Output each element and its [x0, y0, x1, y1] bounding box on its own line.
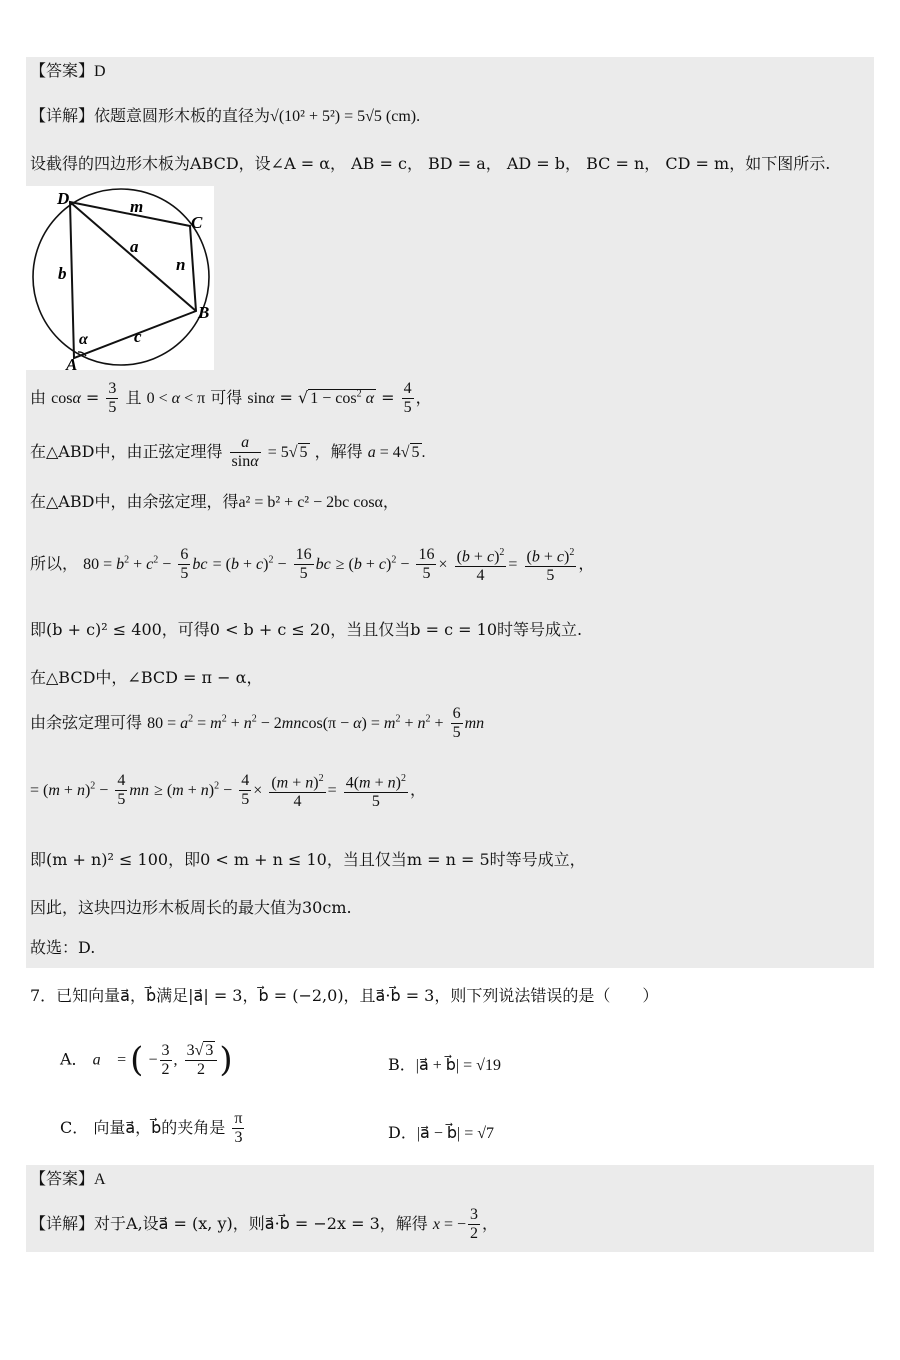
detail-line-11: 即(m + n)² ≤ 100，即0 < m + n ≤ 10，当且仅当m = n = 5时等号成立， — [30, 850, 586, 869]
detail-line-5: 在△ABD中，由余弦定理，得a² = b² + c² − 2bc cosα， — [30, 492, 399, 511]
question-7-stem: 7．已知向量a⃗，b⃗满足|a⃗| = 3，b⃗ = (−2,0)，且a⃗·b⃗ = 3，则下列说法错误的是（ ） — [30, 986, 659, 1005]
answer-line-2: 【答案】A — [30, 1169, 106, 1188]
detail-line-7: 即(b + c)² ≤ 400，可得0 < b + c ≤ 20，当且仅当b = c = 10时等号成立. — [30, 620, 583, 639]
label-c: c — [134, 327, 142, 346]
detail-line-1: 【详解】依题意圆形木板的直径为√(10² + 5²) = 5√5 (cm). — [30, 106, 421, 125]
detail-line-10: = $(m + n)^2$ − $\frac{4}{5}$ mn ≥ $(m + n)^2$ − $\frac{4}{5}$ × $\frac{(m + n)^2}{4}$ = $\frac{4(m + n)^2}{5}$ ， — [30, 770, 426, 811]
option-b: B．|a⃗ + b⃗| = √19 — [388, 1055, 501, 1074]
label-A: A — [66, 355, 78, 370]
label-alpha: α — [79, 331, 88, 348]
label-n: n — [176, 255, 186, 274]
label-a: a — [130, 237, 139, 256]
detail-line-8: 在△BCD中，∠BCD = π − α， — [30, 668, 263, 687]
detail-line-12: 因此，这块四边形木板周长的最大值为30cm. — [30, 898, 352, 917]
diameter-formula: √(10² + 5²) = 5√5 (cm). — [270, 108, 421, 125]
detail-line-2: 设截得的四边形木板为ABCD，设∠A = α， AB = c， BD = a， AD = b， BC = n， CD = m，如下图所示. — [30, 154, 831, 173]
label-D: D — [57, 189, 70, 208]
detail-line-4: 在△ABD中，由正弦定理得 $\frac{a}{\sin\alpha}$ = 5√ 5 ，解得 a = 4√ 5 . — [30, 434, 426, 470]
detail-line-2-1: 【详解】对于A,设a⃗ = (x, y)，则a⃗·b⃗ = −2x = 3，解得 x = − $\frac{3}{2}$ ， — [30, 1206, 499, 1242]
option-c: C． 向量a⃗，b⃗的夹角是 $\frac{\pi}{3}$ — [60, 1110, 243, 1146]
option-d: D．|a⃗ − b⃗| = √7 — [388, 1123, 495, 1142]
label-b: b — [58, 264, 67, 283]
label-C: C — [191, 213, 203, 232]
detail-line-6: 所以， $80 = b^2 + c^2$ − $\frac{6}{5}$ bc = $(b + c)^2$ − $\frac{16}{5}$ bc ≥ $(b + c)^2$ − $\frac{16}{5}$ × $\frac{(b + c)^2}{4}$ = $\frac{(b + c)^2}{5}$ ， — [30, 544, 594, 585]
quadrilateral-figure — [26, 186, 214, 370]
detail-line-9: 由余弦定理可得 $80 = a^2 = m^2 + n^2 - 2mncos(\pi - \alpha) = m^2 + n^2$ + $\frac{6}{5}$ mn — [30, 705, 485, 741]
option-a: A． a⃗ = ( − $\frac{3}{2}$ , $\frac{3√ 3}{2}$ ) — [60, 1040, 233, 1080]
detail-line-13: 故选：D. — [30, 938, 96, 957]
label-m: m — [130, 197, 144, 216]
answer-line: 【答案】D — [30, 61, 106, 80]
detail-line-3: 由 cosα = $\frac{3}{5}$ 且 0 < α < π 可得 sinα = √ $1 - \cos^2 \alpha$ = $\frac{4}{5}$ ， — [30, 380, 432, 416]
label-B: B — [198, 303, 210, 322]
